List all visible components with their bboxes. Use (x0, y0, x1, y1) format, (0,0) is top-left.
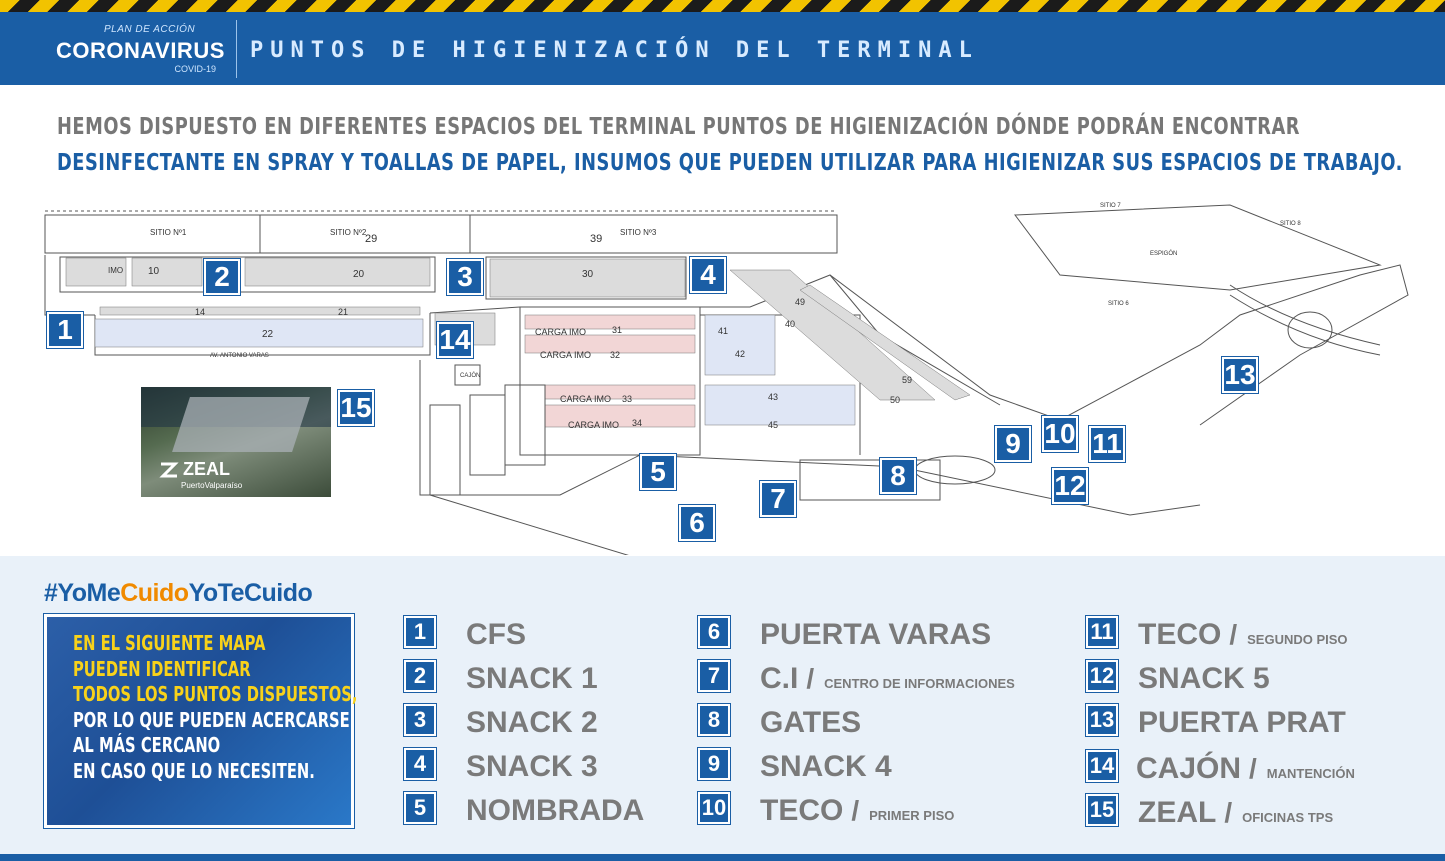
legend-name (1138, 796, 1333, 830)
legend-slash: / (806, 663, 815, 694)
zeal-mark-icon (159, 461, 179, 479)
hashtag-part-a: #YoMe (44, 579, 121, 607)
legend-name: PUERTA VARAS (760, 618, 992, 651)
label-carga-3: CARGA IMO (560, 394, 612, 404)
label-39: 39 (590, 233, 603, 245)
hashtag-part-c: YoTeCuido (188, 579, 313, 607)
note-line-1: EN EL SIGUIENTE MAPA (73, 631, 266, 655)
legend-num: 8 (698, 704, 730, 736)
legend-name-main: C.I (760, 662, 799, 695)
legend-num: 9 (698, 748, 730, 780)
label-sitio-3: SITIO Nº3 (620, 228, 657, 237)
label-14: 14 (195, 307, 206, 317)
map-marker-1[interactable]: 1 (47, 312, 83, 348)
legend-sub: MANTENCIÓN (1266, 766, 1355, 781)
legend-name: SNACK 4 (760, 750, 892, 783)
header-bar (0, 12, 1445, 85)
label-45: 45 (768, 420, 779, 430)
map-marker-5[interactable]: 5 (640, 454, 676, 490)
label-carga-4: CARGA IMO (568, 420, 620, 430)
legend-slash: / (1249, 753, 1257, 784)
intro-line-2: DESINFECTANTE EN SPRAY Y TOALLAS DE PAPEL, INSUMOS QUE PUEDEN UTILIZAR PARA HIGIENIZAR SUS ESPACIOS DE TRABAJO. (57, 150, 1403, 176)
label-41: 41 (718, 326, 729, 336)
label-43: 43 (768, 392, 779, 402)
map-marker-7[interactable]: 7 (760, 481, 796, 517)
label-30: 30 (582, 269, 594, 280)
label-carga-2: CARGA IMO (540, 350, 592, 360)
legend-num: 15 (1086, 794, 1118, 826)
legend-sub: OFICINAS TPS (1242, 810, 1334, 825)
legend-sub: CENTRO DE INFORMACIONES (824, 676, 1015, 691)
hazard-stripe (0, 0, 1445, 12)
legend-num: 11 (1086, 616, 1118, 648)
label-29: 29 (365, 233, 378, 245)
coronavirus-logo (56, 24, 225, 78)
header-divider (236, 20, 237, 78)
legend-slash: / (1224, 797, 1233, 828)
map-marker-3[interactable]: 3 (447, 259, 483, 295)
legend-name-main: TECO (760, 794, 844, 827)
legend-num: 2 (404, 660, 436, 692)
label-22: 22 (262, 329, 274, 340)
map-marker-11[interactable]: 11 (1089, 426, 1125, 462)
label-21: 21 (338, 307, 349, 317)
map-marker-15[interactable]: 15 (338, 390, 374, 426)
legend-slash: / (851, 795, 860, 826)
label-33: 33 (622, 394, 633, 404)
label-32: 32 (610, 350, 621, 360)
legend-slash: / (1229, 619, 1238, 650)
legend-num: 1 (404, 616, 436, 648)
legend-num: 14 (1086, 750, 1118, 782)
label-av-varas: AV. ANTONIO VARAS (210, 353, 269, 359)
legend-name: PUERTA PRAT (1138, 706, 1346, 739)
label-20: 20 (353, 269, 365, 280)
legend-name: SNACK 1 (466, 662, 598, 695)
legend-num: 5 (404, 792, 436, 824)
zeal-aerial-photo (141, 387, 331, 497)
map-marker-13[interactable]: 13 (1222, 357, 1258, 393)
hashtag (44, 579, 312, 608)
map-marker-10[interactable]: 10 (1042, 416, 1078, 452)
legend-num: 12 (1086, 660, 1118, 692)
zeal-brand: ZEAL (183, 459, 230, 479)
label-sitio-2: SITIO Nº2 (330, 228, 367, 237)
legend-name: CFS (466, 618, 526, 651)
label-sitio-6: SITIO 6 (1108, 301, 1129, 307)
label-imo: IMO (108, 266, 124, 275)
note-line-4: POR LO QUE PUEDEN ACERCARSE (73, 707, 350, 732)
legend-num: 13 (1086, 704, 1118, 736)
footer-bar (0, 854, 1445, 861)
legend-sub: PRIMER PISO (869, 808, 955, 823)
logo-main-text: CORONAVIRUS (56, 38, 225, 63)
legend-name: SNACK 5 (1138, 662, 1270, 695)
info-note-box (44, 614, 358, 828)
legend-name-main: ZEAL (1138, 796, 1217, 829)
note-line-2: PUEDEN IDENTIFICAR (73, 656, 251, 681)
legend-num: 3 (404, 704, 436, 736)
legend-num: 7 (698, 660, 730, 692)
label-49: 49 (795, 297, 806, 307)
label-31: 31 (612, 325, 623, 335)
legend-name: SNACK 3 (466, 750, 598, 783)
map-marker-2[interactable]: 2 (204, 259, 240, 295)
logo-small-text: PLAN DE ACCIÓN (104, 24, 196, 35)
map-marker-6[interactable]: 6 (679, 505, 715, 541)
zeal-subtitle: PuertoValparaíso (181, 481, 243, 490)
label-34: 34 (632, 418, 643, 428)
legend-name (1136, 752, 1355, 786)
label-50: 50 (890, 395, 901, 405)
map-marker-14[interactable]: 14 (437, 322, 473, 358)
label-cajon: CAJÓN (460, 373, 481, 379)
legend-sub: SEGUNDO PISO (1247, 632, 1348, 647)
label-59: 59 (902, 375, 913, 385)
legend-name (760, 662, 1015, 696)
page-title: PUNTOS DE HIGIENIZACIÓN DEL TERMINAL (250, 38, 979, 63)
label-40: 40 (785, 319, 796, 329)
logo-sub-text: COVID-19 (174, 64, 216, 74)
map-marker-8[interactable]: 8 (880, 458, 916, 494)
note-line-6: EN CASO QUE LO NECESITEN. (73, 758, 315, 783)
note-line-5: AL MÁS CERCANO (73, 733, 221, 758)
legend-name (1138, 618, 1348, 652)
label-espigon: ESPIGÓN (1150, 251, 1178, 257)
photo-port-area (172, 397, 310, 452)
label-10: 10 (148, 266, 160, 277)
legend-name-main: CAJÓN (1136, 752, 1242, 785)
label-42: 42 (735, 349, 746, 359)
intro-line-1: HEMOS DISPUESTO EN DIFERENTES ESPACIOS DEL TERMINAL PUNTOS DE HIGIENIZACIÓN DÓNDE PODRÁN ENCONTRAR (57, 114, 1301, 140)
map-marker-9[interactable]: 9 (995, 426, 1031, 462)
label-sitio-8: SITIO 8 (1280, 221, 1301, 227)
legend-name: GATES (760, 706, 862, 739)
hashtag-part-b: Cuido (120, 579, 189, 607)
map-marker-4[interactable]: 4 (690, 257, 726, 293)
wharf-outlines (45, 205, 1408, 555)
map-marker-12[interactable]: 12 (1052, 468, 1088, 504)
legend-num: 10 (698, 792, 730, 824)
legend-name (760, 794, 954, 828)
legend-name: SNACK 2 (466, 706, 598, 739)
zeal-logo (159, 459, 230, 480)
label-sitio-1: SITIO Nº1 (150, 228, 187, 237)
legend-num: 4 (404, 748, 436, 780)
legend-name: NOMBRADA (466, 794, 645, 827)
note-line-3: TODOS LOS PUNTOS DISPUESTOS, (73, 682, 358, 707)
legend-name-main: TECO (1138, 618, 1222, 651)
legend-num: 6 (698, 616, 730, 648)
label-sitio-7: SITIO 7 (1100, 203, 1121, 209)
label-carga-1: CARGA IMO (535, 327, 587, 337)
